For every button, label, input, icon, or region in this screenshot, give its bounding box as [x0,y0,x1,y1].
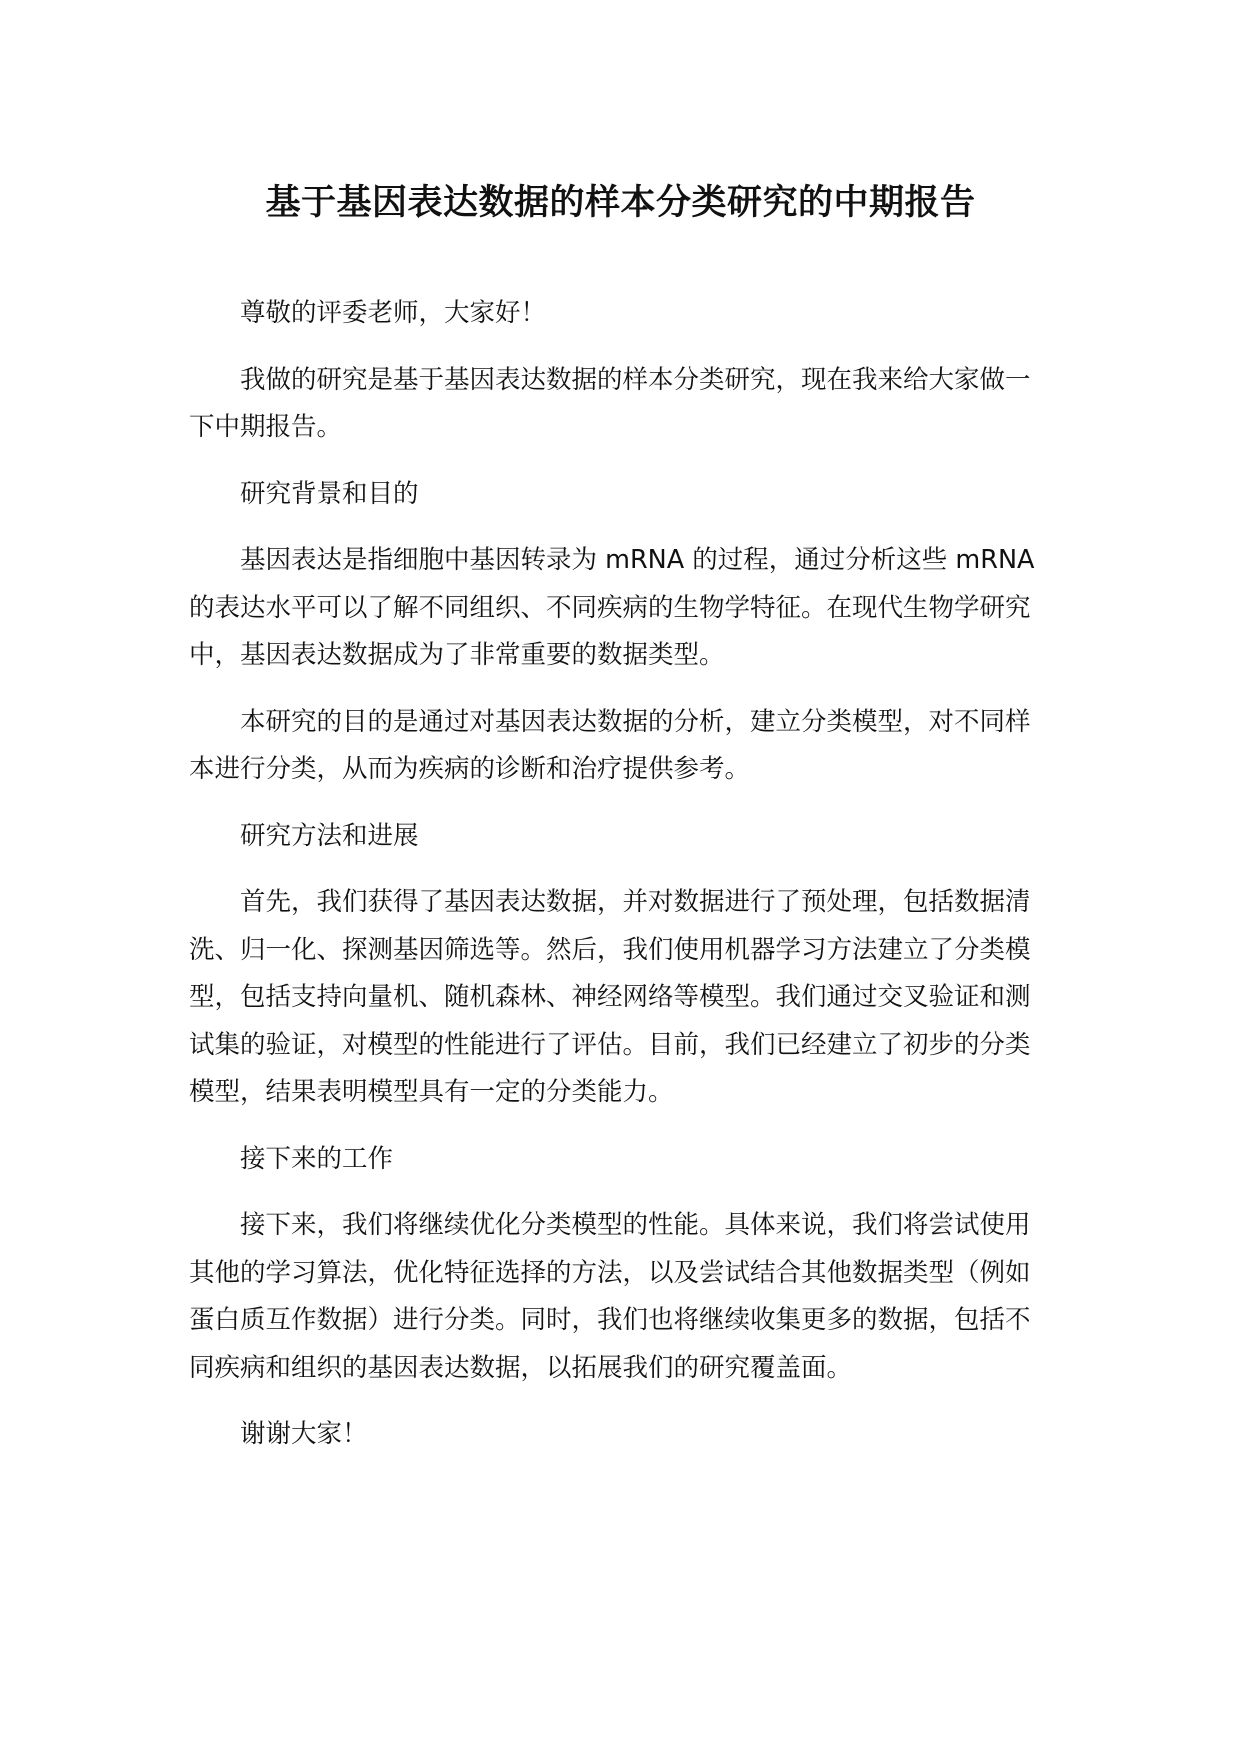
section-heading-background: 研究背景和目的 [240,478,419,509]
document-title: 基于基因表达数据的样本分类研究的中期报告 [265,183,976,223]
methods-paragraph: 首先，我们获得了基因表达数据，并对数据进行了预处理，包括数据清洗、归一化、探测基因筛选等。然后，我们使用机器学习方法建立了分类模型，包括支持向量机、随机森林、神经网络等模型。我们通过交叉验证和测试集的验证，对模型的性能进行了评估。目前，我们已经建立了初步的分类模型，结果表明模型具有一定的分类能力。 [189,887,1031,1107]
section-heading-next-steps: 接下来的工作 [240,1143,394,1174]
purpose-paragraph: 本研究的目的是通过对基因表达数据的分析，建立分类模型，对不同样本进行分类，从而为疾病的诊断和治疗提供参考。 [189,706,1031,784]
document-body [189,290,1044,1478]
greeting-paragraph: 尊敬的评委老师，大家好！ [240,298,547,328]
next-steps-paragraph: 接下来，我们将继续优化分类模型的性能。具体来说，我们将尝试使用其他的学习算法，优化特征选择的方法，以及尝试结合其他数据类型（例如蛋白质互作数据）进行分类。同时，我们也将继续收集更多的数据，包括不同疾病和组织的基因表达数据，以拓展我们的研究覆盖面。 [189,1210,1031,1383]
closing-paragraph: 谢谢大家！ [240,1419,368,1449]
background-paragraph: 基因表达是指细胞中基因转录为 mRNA 的过程，通过分析这些 mRNA 的表达水平可以了解不同组织、不同疾病的生物学特征。在现代生物学研究中，基因表达数据成为了非常重要的数据类型。 [189,545,1035,670]
section-heading-methods: 研究方法和进展 [240,820,419,851]
intro-paragraph: 我做的研究是基于基因表达数据的样本分类研究，现在我来给大家做一下中期报告。 [189,364,1031,442]
